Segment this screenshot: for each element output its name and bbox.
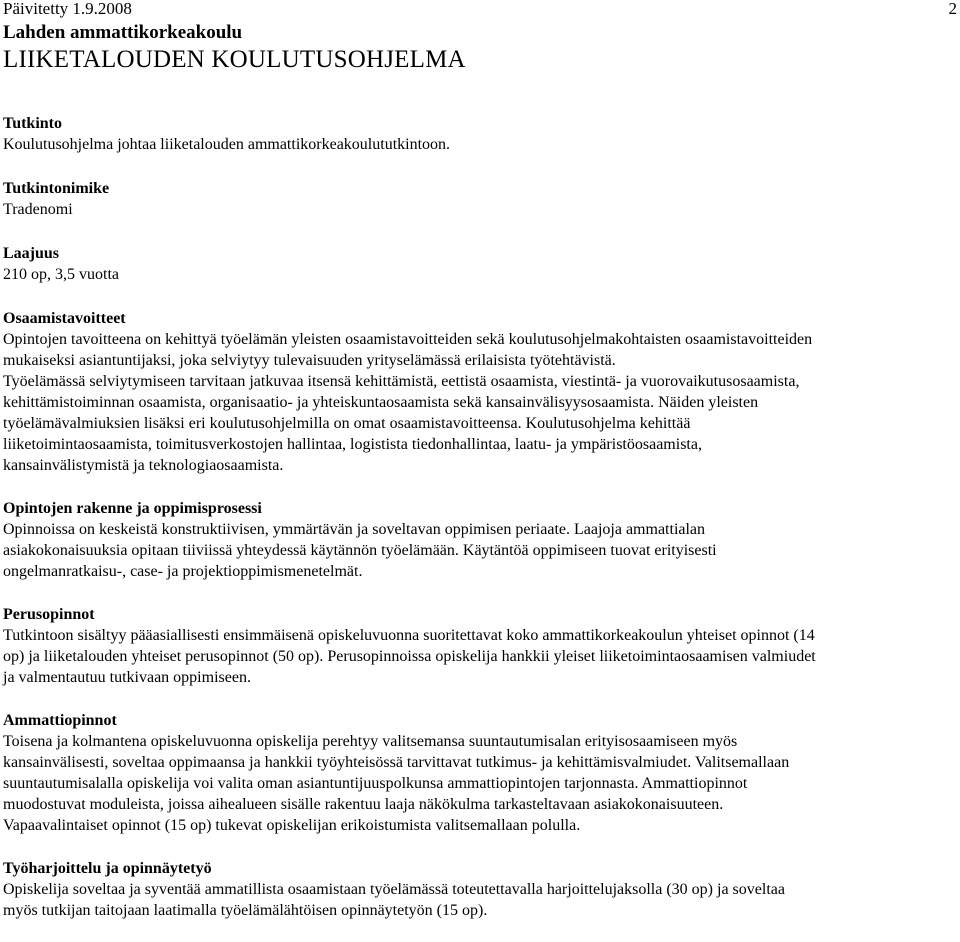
section-line: Vapaavalintaiset opinnot (15 op) tukevat opiskelijan erikoistumista valitsemallaan polulla.: [3, 817, 581, 834]
section-title: Tutkinto: [3, 115, 62, 132]
section-line: kansainvälistymistä ja teknologiaosaamista.: [3, 457, 284, 474]
section-line: Toisena ja kolmantena opiskeluvuonna opiskelija perehtyy valitsemansa suuntautumisalan erityisosaamiseen myös: [3, 733, 738, 750]
section-line: mukaiseksi asiantuntijaksi, joka selviytyy tulevaisuuden yrityselämässä erilaisista työtehtävistä.: [3, 352, 616, 369]
document-page: [3, 0, 957, 921]
section-line: muodostuvat moduleista, joissa aihealueen sisälle rakentuu laaja näkökulma tarkasteltavaan asiakokonaisuuteen.: [3, 796, 724, 813]
section-line: Työelämässä selviytymiseen tarvitaan jatkuvaa itsensä kehittämistä, eettistä osaamista, viestintä- ja vuorovaikutusosaamista,: [3, 373, 800, 390]
updated-date: Päivitetty 1.9.2008: [3, 0, 132, 18]
section-laajuus: [3, 243, 957, 285]
section-perusopinnot: [3, 604, 957, 688]
section-title: Laajuus: [3, 245, 60, 262]
section-line: op) ja liiketalouden yhteiset perusopinnot (50 op). Perusopinnoissa opiskelija hankkii yleiset liiketoimintaosaamisen valmiudet: [3, 648, 816, 665]
section-line: Opintojen tavoitteena on kehittyä työelämän yleisten osaamistavoitteiden sekä koulutusohjelmakohtaisten osaamistavoitteiden: [3, 331, 813, 348]
section-line: Opiskelija soveltaa ja syventää ammatillista osaamistaan työelämässä toteutettavalla harjoittelujaksolla (30 op) ja soveltaa: [3, 881, 785, 898]
section-body: Koulutusohjelma johtaa liiketalouden ammattikorkeakoulututkintoon.: [3, 136, 451, 153]
section-title: Tutkintonimike: [3, 180, 110, 197]
section-tyoharjoittelu: [3, 858, 957, 921]
section-title: Opintojen rakenne ja oppimisprosessi: [3, 500, 262, 517]
section-line: ongelmanratkaisu-, case- ja projektioppimismenetelmät.: [3, 563, 363, 580]
section-opintojen-rakenne: [3, 498, 957, 582]
school-name: Lahden ammattikorkeakoulu: [3, 22, 243, 43]
section-line: myös tutkijan taitojaan laatimalla työelämälähtöisen opinnäytetyön (15 op).: [3, 902, 488, 919]
page-header: [3, 0, 957, 22]
section-line: ja valmentautuu tutkivaan oppimiseen.: [3, 669, 251, 686]
section-tutkinto: [3, 113, 957, 155]
section-title: Perusopinnot: [3, 606, 95, 623]
section-body: Tradenomi: [3, 201, 73, 218]
section-line: liiketoimintaosaamista, toimitusverkostojen hallintaa, logistista tiedonhallintaa, laatu- ja ympäristöosaamista,: [3, 436, 702, 453]
section-body: 210 op, 3,5 vuotta: [3, 266, 119, 283]
section-tutkintonimike: [3, 178, 957, 220]
section-line: Tutkintoon sisältyy pääasiallisesti ensimmäisenä opiskeluvuonna suoritettavat koko ammattikorkeakoulun yhteiset opinnot (14: [3, 627, 815, 644]
section-line: työelämävalmiuksien lisäksi eri koulutusohjelmilla on omat osaamistavoitteensa. Koulutusohjelma kehittää: [3, 415, 691, 432]
section-line: Opinnoissa on keskeistä konstruktiivisen, ymmärtävän ja soveltavan oppimisen periaate. Laajoja ammattialan: [3, 521, 706, 538]
section-title: Osaamistavoitteet: [3, 310, 126, 327]
section-osaamistavoitteet: [3, 308, 957, 476]
section-ammattiopinnot: [3, 710, 957, 836]
section-line: asiakokonaisuuksia opitaan tiiviissä yhteydessä käytännön työelämään. Käytäntöä oppimiseen tuovat erityisesti: [3, 542, 717, 559]
section-title: Työharjoittelu ja opinnäytetyö: [3, 860, 212, 877]
section-line: kehittämistoiminnan osaamista, organisaatio- ja yhteiskuntaosaamista sekä kansainvälisyysosaamista. Näiden yleisten: [3, 394, 759, 411]
page-number: 2: [948, 0, 957, 18]
section-line: kansainvälisesti, soveltaa oppimaansa ja hankkii työyhteisössä tarvittavat tutkimus- ja kehittämisvalmiudet. Valitsemallaan: [3, 754, 790, 771]
section-title: Ammattiopinnot: [3, 712, 117, 729]
program-title: LIIKETALOUDEN KOULUTUSOHJELMA: [3, 46, 466, 73]
section-line: suuntautumisalalla opiskelija voi valita oman asiantuntijuuspolkunsa ammattiopintojen tarjonnasta. Ammattiopinnot: [3, 775, 748, 792]
